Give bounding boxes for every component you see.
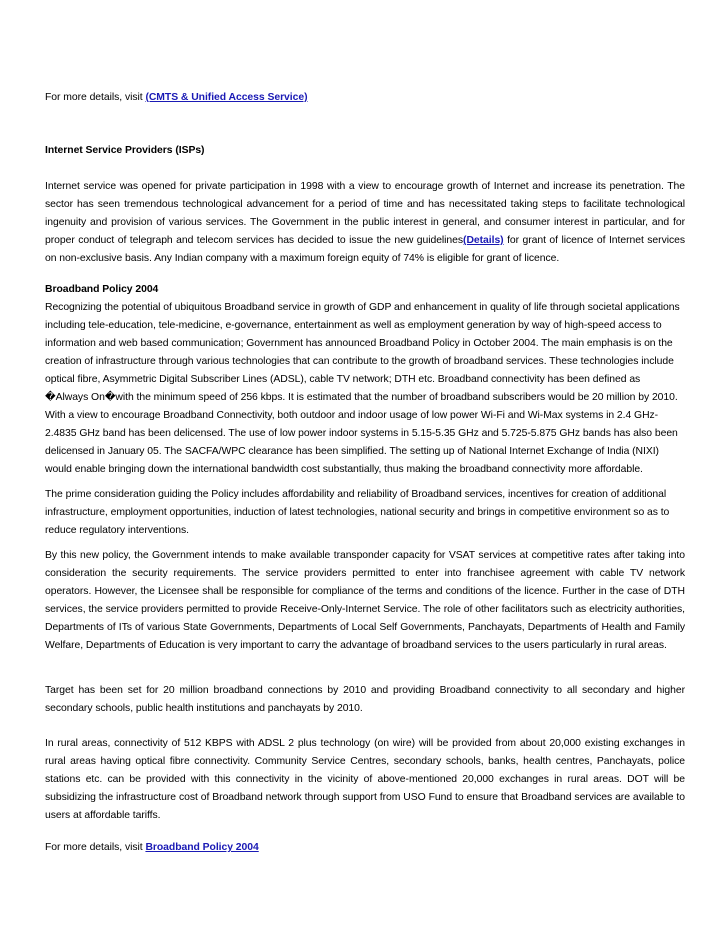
broadband-paragraph-3: By this new policy, the Government intends to make available transponder capacity for VSAT services at competitive rates after taking into consideration the security requirements. The service providers permitted to enter into franchisee agreement with cable TV network operators. However, the Licensee shall be responsible for compliance of the terms and conditions of the licence. Further in the case of DTH services, the service providers permitted to provide Receive-Only-Internet Service. The role of other facilitators such as electricity authorities, Departments of ITs of various State Governments, Departments of Local Self Governments, Panchayats, Departments of Health and Family Welfare, Departments of Education is very important to carry the advantage of broadband services to the users particularly in rural areas. [45,550,685,651]
broadband-paragraph-1: Recognizing the potential of ubiquitous Broadband service in growth of GDP and enhancement in quality of life through societal applications including tele-education, tele-medicine, e-governance, entertainment as well as employment generation by way of high-speed access to information and web based communication; Government has announced Broadband Policy in October 2004. The main emphasis is on the creation of infrastructure through various technologies that can contribute to the growth of broadband services. These technologies include optical fibre, Asymmetric Digital Subscriber Lines (ADSL), cable TV network; DTH etc. Broadband connectivity has been defined as �Always On�with the minimum speed of 256 kbps. It is estimated that the number of broadband subscribers would be 20 million by 2010. With a view to encourage Broadband Connectivity, both outdoor and indoor usage of low power Wi-Fi and Wi-Max systems in 2.4 GHz-2.4835 GHz band has been delicensed. The use of low power indoor systems in 5.15-5.35 GHz and 5.725-5.875 GHz bands has also been delicensed in January 05. The SACFA/WPC clearance has been simplified. The setting up of National Internet Exchange of India (NIXI) would enable bringing down the international bandwidth cost substantially, thus making the broadband connectivity more affordable. [45,302,680,475]
isp-heading: Internet Service Providers (ISPs) [45,145,205,156]
broadband-paragraph-2: The prime consideration guiding the Policy includes affordability and reliability of Broadband services, incentives for creation of additional infrastructure, employment opportunities, induction of latest technologies, national security and brings in competitive environment so as to reduce regulatory interventions. [45,489,670,536]
cmts-details-line [45,89,685,107]
broadband-policy-link[interactable]: Broadband Policy 2004 [145,842,259,853]
cmts-details-intro: For more details, visit [45,92,146,103]
isp-paragraph [45,178,685,268]
isp-paragraph-text-start: Internet service was opened for private participation in 1998 with a view to encourage growth of Internet and increase its penetration. The sector has seen tremendous technological advancement for a period of time and has necessitated taking steps to facilitate technological ingenuity and provision of various services. The Government in the public interest in general, and consumer interest in particular, and for proper conduct of telegraph and telecom services has decided to issue the new guidelines [45,181,685,246]
isp-details-link[interactable]: (Details) [463,235,504,246]
broadband-paragraph-4: Target has been set for 20 million broadband connections by 2010 and providing Broadband connectivity to all secondary and higher secondary schools, public health institutions and panchayats by 2010. [45,685,685,714]
isp-paragraph-text-end: for grant of licence of Internet services on non-exclusive basis. Any Indian company with a maximum foreign equity of 74% is eligible for grant of licence. [45,235,685,264]
broadband-policy-heading: Broadband Policy 2004 [45,284,159,295]
broadband-details-line [45,839,685,857]
cmts-unified-access-link[interactable]: (CMTS & Unified Access Service) [145,92,308,103]
broadband-paragraph-5: In rural areas, connectivity of 512 KBPS with ADSL 2 plus technology (on wire) will be provided from about 20,000 existing exchanges in rural areas having optical fibre connectivity. Community Service Centres, secondary schools, banks, health centres, Panchayats, police stations etc. can be provided with this connectivity in the vicinity of above-mentioned 20,000 exchanges in rural areas. DOT will be subsidizing the infrastructure cost of Broadband network through support from USO Fund to ensure that Broadband services are available to users at affordable tariffs. [45,738,685,821]
broadband-details-intro: For more details, visit [45,842,146,853]
